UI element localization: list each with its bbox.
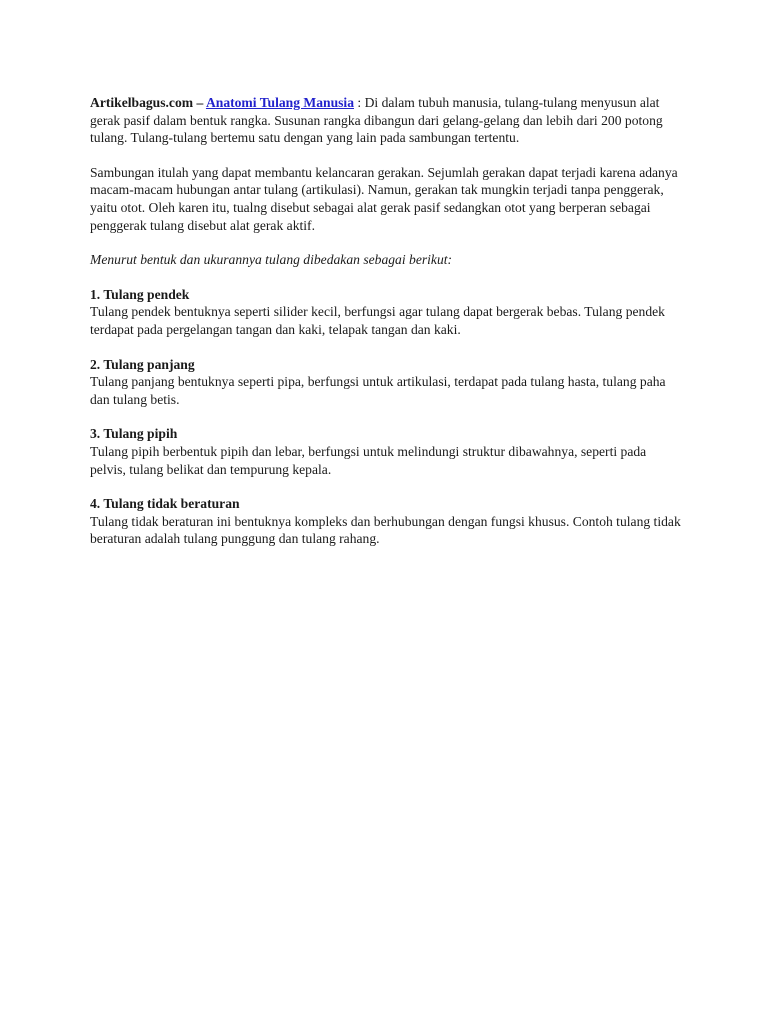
- title-separator: –: [193, 95, 206, 110]
- site-name: Artikelbagus.com: [90, 95, 194, 110]
- section-body: Tulang pendek bentuknya seperti silider kecil, berfungsi agar tulang dapat bergerak bebas. Tulang pendek terdapat pada pergelangan tangan dan kaki, telapak tangan dan kaki.: [90, 304, 665, 337]
- section-tulang-pipih: [90, 425, 684, 478]
- section-heading: 2. Tulang panjang: [90, 356, 195, 372]
- section-heading: 1. Tulang pendek: [90, 286, 190, 302]
- section-body: Tulang tidak beraturan ini bentuknya kompleks dan berhubungan dengan fungsi khusus. Contoh tulang tidak beraturan adalah tulang punggung dan tulang rahang.: [90, 513, 681, 547]
- section-body: Tulang pipih berbentuk pipih dan lebar, berfungsi untuk melindungi struktur dibawahnya, seperti pada pelvis, tulang belikat dan tempurung kepala.: [90, 443, 647, 477]
- section-tulang-panjang: [90, 356, 684, 409]
- second-paragraph: Sambungan itulah yang dapat membantu kelancaran gerakan. Sejumlah gerakan dapat terjadi karena adanya macam-macam hubungan antar tulang (artikulasi). Namun, gerakan tak mungkin terjadi tanpa penggerak, yaitu otot. Oleh karen itu, tualng disebut sebagai alat gerak pasif sedangkan otot yang berperan sebagai penggerak tulang disebut alat gerak aktif.: [90, 164, 678, 233]
- italic-lead-sentence: Menurut bentuk dan ukurannya tulang dibedakan sebagai berikut:: [90, 252, 453, 268]
- section-heading: 3. Tulang pipih: [90, 426, 178, 442]
- section-body: Tulang panjang bentuknya seperti pipa, berfungsi untuk artikulasi, terdapat pada tulang hasta, tulang paha dan tulang betis.: [90, 374, 666, 407]
- intro-text: : Di dalam tubuh manusia, tulang-tulang menyusun alat gerak pasif dalam bentuk rangka. Susunan rangka dibangun dari gelang-gelang dan lebih dari 200 potong tulang. Tulang-tulang bertemu satu dengan yang lain pada sambungan tertentu.: [90, 95, 663, 146]
- section-tulang-pendek: [90, 286, 684, 339]
- section-heading: 4. Tulang tidak beraturan: [90, 496, 240, 512]
- article-title-link[interactable]: Anatomi Tulang Manusia: [205, 95, 355, 110]
- section-tulang-tidak-beraturan: [90, 495, 684, 548]
- intro-paragraph: [90, 94, 684, 147]
